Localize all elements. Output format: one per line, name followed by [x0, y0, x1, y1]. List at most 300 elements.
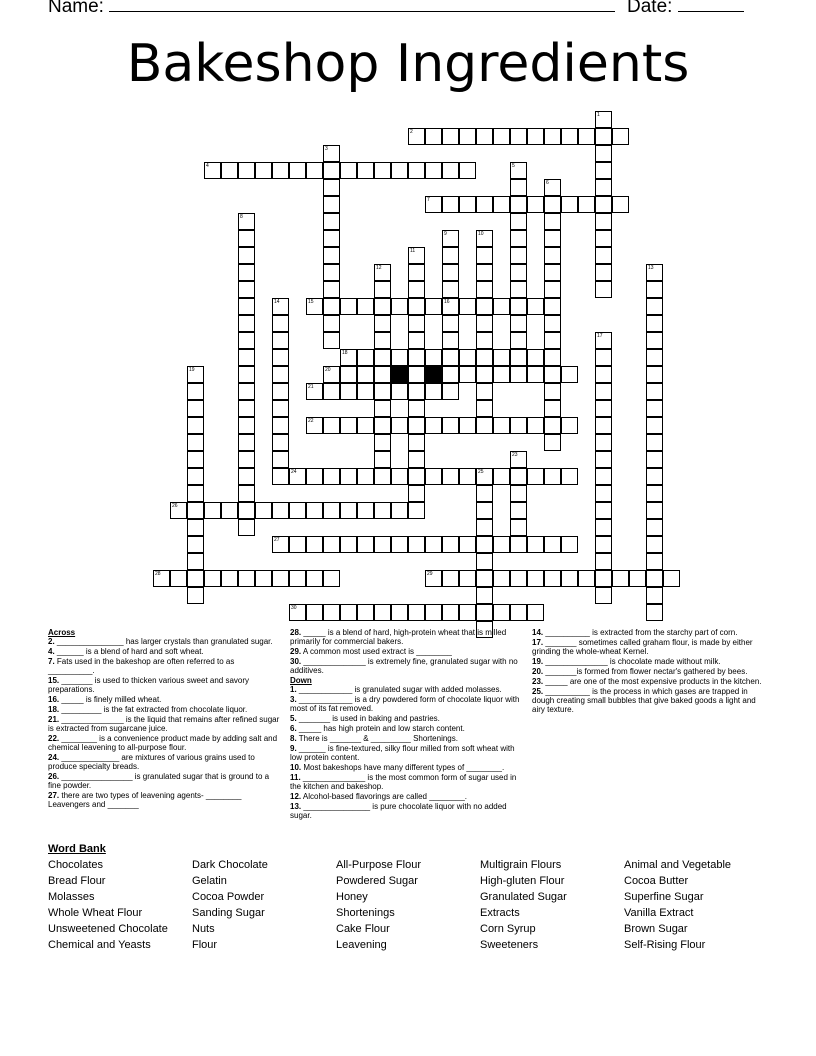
grid-cell[interactable]	[238, 315, 255, 332]
grid-cell[interactable]	[510, 230, 527, 247]
grid-cell[interactable]	[561, 128, 578, 145]
grid-cell[interactable]	[306, 570, 323, 587]
grid-cell[interactable]	[425, 604, 442, 621]
grid-cell[interactable]	[238, 247, 255, 264]
grid-cell[interactable]	[510, 162, 527, 179]
grid-cell[interactable]	[272, 536, 289, 553]
grid-cell[interactable]	[510, 196, 527, 213]
grid-cell[interactable]	[544, 315, 561, 332]
grid-cell[interactable]	[255, 162, 272, 179]
grid-cell[interactable]	[272, 468, 289, 485]
grid-cell[interactable]	[340, 383, 357, 400]
grid-cell[interactable]	[425, 128, 442, 145]
grid-cell[interactable]	[374, 400, 391, 417]
grid-cell[interactable]	[391, 383, 408, 400]
grid-cell[interactable]	[323, 570, 340, 587]
grid-cell[interactable]	[187, 553, 204, 570]
grid-cell[interactable]	[527, 366, 544, 383]
grid-cell[interactable]	[493, 349, 510, 366]
grid-cell[interactable]	[578, 196, 595, 213]
grid-cell[interactable]	[238, 281, 255, 298]
grid-cell[interactable]	[323, 196, 340, 213]
grid-cell[interactable]	[510, 519, 527, 536]
grid-cell[interactable]	[561, 536, 578, 553]
grid-cell[interactable]	[238, 519, 255, 536]
grid-cell[interactable]	[374, 281, 391, 298]
grid-cell[interactable]	[255, 502, 272, 519]
grid-cell[interactable]	[323, 536, 340, 553]
grid-cell[interactable]	[374, 468, 391, 485]
grid-cell[interactable]	[408, 485, 425, 502]
grid-cell[interactable]	[646, 536, 663, 553]
grid-cell[interactable]	[527, 604, 544, 621]
grid-cell[interactable]	[306, 383, 323, 400]
grid-cell[interactable]	[646, 400, 663, 417]
grid-cell[interactable]	[646, 332, 663, 349]
grid-cell[interactable]	[425, 349, 442, 366]
grid-cell[interactable]	[442, 604, 459, 621]
grid-cell[interactable]	[595, 383, 612, 400]
grid-cell[interactable]	[527, 196, 544, 213]
grid-cell[interactable]	[374, 417, 391, 434]
grid-cell[interactable]	[646, 383, 663, 400]
grid-cell[interactable]	[374, 349, 391, 366]
grid-cell[interactable]	[476, 417, 493, 434]
grid-cell[interactable]	[544, 417, 561, 434]
grid-cell[interactable]	[476, 468, 493, 485]
grid-cell[interactable]	[646, 485, 663, 502]
grid-cell[interactable]	[612, 570, 629, 587]
grid-cell[interactable]	[357, 502, 374, 519]
grid-cell[interactable]	[561, 417, 578, 434]
grid-cell[interactable]	[493, 366, 510, 383]
grid-cell[interactable]	[187, 366, 204, 383]
grid-cell[interactable]	[646, 434, 663, 451]
grid-cell[interactable]	[391, 468, 408, 485]
grid-cell[interactable]	[544, 281, 561, 298]
grid-cell[interactable]	[493, 417, 510, 434]
grid-cell[interactable]	[595, 111, 612, 128]
grid-cell[interactable]	[272, 451, 289, 468]
grid-cell[interactable]	[323, 213, 340, 230]
grid-cell[interactable]	[595, 162, 612, 179]
grid-cell[interactable]	[510, 315, 527, 332]
grid-cell[interactable]	[595, 281, 612, 298]
grid-cell[interactable]	[476, 315, 493, 332]
grid-cell[interactable]	[357, 468, 374, 485]
grid-cell[interactable]	[272, 400, 289, 417]
grid-cell[interactable]	[221, 502, 238, 519]
grid-cell[interactable]	[323, 383, 340, 400]
grid-cell[interactable]	[442, 536, 459, 553]
grid-cell[interactable]	[340, 417, 357, 434]
grid-cell[interactable]	[187, 519, 204, 536]
grid-cell[interactable]	[238, 349, 255, 366]
grid-cell[interactable]	[289, 536, 306, 553]
grid-cell[interactable]	[323, 162, 340, 179]
grid-cell[interactable]	[612, 196, 629, 213]
grid-cell[interactable]	[510, 281, 527, 298]
grid-cell[interactable]	[442, 247, 459, 264]
grid-cell[interactable]	[544, 298, 561, 315]
grid-cell[interactable]	[238, 298, 255, 315]
grid-cell[interactable]	[544, 213, 561, 230]
grid-cell[interactable]	[187, 536, 204, 553]
grid-cell[interactable]	[408, 281, 425, 298]
grid-cell[interactable]	[357, 162, 374, 179]
grid-cell[interactable]	[510, 570, 527, 587]
grid-cell[interactable]	[391, 162, 408, 179]
grid-cell[interactable]	[425, 468, 442, 485]
grid-cell[interactable]	[442, 264, 459, 281]
grid-cell[interactable]	[238, 502, 255, 519]
grid-cell[interactable]	[527, 570, 544, 587]
grid-cell[interactable]	[476, 332, 493, 349]
grid-cell[interactable]	[187, 400, 204, 417]
grid-cell[interactable]	[476, 383, 493, 400]
grid-cell[interactable]	[595, 485, 612, 502]
grid-cell[interactable]	[476, 536, 493, 553]
grid-cell[interactable]	[340, 366, 357, 383]
grid-cell[interactable]	[238, 230, 255, 247]
grid-cell[interactable]	[646, 349, 663, 366]
grid-cell[interactable]	[425, 298, 442, 315]
grid-cell[interactable]	[323, 332, 340, 349]
grid-cell[interactable]	[238, 366, 255, 383]
grid-cell[interactable]	[595, 434, 612, 451]
grid-cell[interactable]	[459, 162, 476, 179]
grid-cell[interactable]	[493, 468, 510, 485]
grid-cell[interactable]	[408, 349, 425, 366]
grid-cell[interactable]	[306, 468, 323, 485]
grid-cell[interactable]	[476, 570, 493, 587]
grid-cell[interactable]	[595, 587, 612, 604]
grid-cell[interactable]	[663, 570, 680, 587]
grid-cell[interactable]	[408, 366, 425, 383]
grid-cell[interactable]	[374, 298, 391, 315]
grid-cell[interactable]	[289, 468, 306, 485]
grid-cell[interactable]	[561, 196, 578, 213]
grid-cell[interactable]	[374, 366, 391, 383]
grid-cell[interactable]	[646, 366, 663, 383]
grid-cell[interactable]	[357, 536, 374, 553]
grid-cell[interactable]	[442, 349, 459, 366]
grid-cell[interactable]	[374, 332, 391, 349]
grid-cell[interactable]	[442, 281, 459, 298]
grid-cell[interactable]	[544, 128, 561, 145]
grid-cell[interactable]	[272, 570, 289, 587]
grid-cell[interactable]	[306, 298, 323, 315]
grid-cell[interactable]	[272, 349, 289, 366]
grid-cell[interactable]	[595, 332, 612, 349]
grid-cell[interactable]	[493, 536, 510, 553]
grid-cell[interactable]	[544, 349, 561, 366]
grid-cell[interactable]	[476, 230, 493, 247]
grid-cell[interactable]	[442, 468, 459, 485]
grid-cell[interactable]	[646, 264, 663, 281]
grid-cell[interactable]	[170, 502, 187, 519]
grid-cell[interactable]	[357, 349, 374, 366]
grid-cell[interactable]	[323, 145, 340, 162]
grid-cell[interactable]	[493, 570, 510, 587]
grid-cell[interactable]	[646, 315, 663, 332]
grid-cell[interactable]	[187, 468, 204, 485]
grid-cell[interactable]	[425, 383, 442, 400]
grid-cell[interactable]	[476, 519, 493, 536]
grid-cell[interactable]	[476, 502, 493, 519]
grid-cell[interactable]	[357, 417, 374, 434]
grid-cell[interactable]	[272, 298, 289, 315]
grid-cell[interactable]	[289, 604, 306, 621]
grid-cell[interactable]	[646, 298, 663, 315]
grid-cell[interactable]	[187, 502, 204, 519]
grid-cell[interactable]	[374, 434, 391, 451]
grid-cell[interactable]	[272, 383, 289, 400]
grid-cell[interactable]	[408, 434, 425, 451]
grid-cell[interactable]	[238, 162, 255, 179]
grid-cell[interactable]	[510, 604, 527, 621]
grid-cell[interactable]	[595, 519, 612, 536]
grid-cell[interactable]	[272, 502, 289, 519]
grid-cell[interactable]	[595, 400, 612, 417]
grid-cell[interactable]	[323, 366, 340, 383]
grid-cell[interactable]	[357, 604, 374, 621]
grid-cell[interactable]	[527, 298, 544, 315]
grid-cell[interactable]	[374, 264, 391, 281]
grid-cell[interactable]	[510, 536, 527, 553]
grid-cell[interactable]	[408, 502, 425, 519]
grid-cell[interactable]	[408, 383, 425, 400]
grid-cell[interactable]	[510, 485, 527, 502]
grid-cell[interactable]	[493, 128, 510, 145]
grid-cell[interactable]	[493, 604, 510, 621]
grid-cell[interactable]	[306, 604, 323, 621]
grid-cell[interactable]	[187, 451, 204, 468]
grid-cell[interactable]	[272, 162, 289, 179]
grid-cell[interactable]	[408, 451, 425, 468]
grid-cell[interactable]	[544, 247, 561, 264]
grid-cell[interactable]	[340, 298, 357, 315]
grid-cell[interactable]	[459, 196, 476, 213]
grid-cell[interactable]	[238, 400, 255, 417]
grid-cell[interactable]	[340, 349, 357, 366]
grid-cell[interactable]	[544, 196, 561, 213]
grid-cell[interactable]	[272, 315, 289, 332]
grid-cell[interactable]	[425, 162, 442, 179]
grid-cell[interactable]	[544, 570, 561, 587]
grid-cell[interactable]	[408, 264, 425, 281]
grid-cell[interactable]	[510, 247, 527, 264]
grid-cell[interactable]	[476, 281, 493, 298]
grid-cell[interactable]	[408, 332, 425, 349]
grid-cell[interactable]	[527, 468, 544, 485]
grid-cell[interactable]	[153, 570, 170, 587]
grid-cell[interactable]	[374, 502, 391, 519]
grid-cell[interactable]	[323, 247, 340, 264]
grid-cell[interactable]	[510, 468, 527, 485]
grid-cell[interactable]	[595, 179, 612, 196]
grid-cell[interactable]	[510, 264, 527, 281]
grid-cell[interactable]	[238, 434, 255, 451]
grid-cell[interactable]	[408, 315, 425, 332]
grid-cell[interactable]	[595, 128, 612, 145]
grid-cell[interactable]	[510, 298, 527, 315]
grid-cell[interactable]	[187, 587, 204, 604]
grid-cell[interactable]	[289, 502, 306, 519]
grid-cell[interactable]	[442, 315, 459, 332]
grid-cell[interactable]	[544, 434, 561, 451]
grid-cell[interactable]	[595, 553, 612, 570]
grid-cell[interactable]	[442, 366, 459, 383]
grid-cell[interactable]	[408, 247, 425, 264]
grid-cell[interactable]	[459, 570, 476, 587]
grid-cell[interactable]	[238, 417, 255, 434]
grid-cell[interactable]	[374, 536, 391, 553]
grid-cell[interactable]	[510, 417, 527, 434]
grid-cell[interactable]	[391, 604, 408, 621]
grid-cell[interactable]	[323, 315, 340, 332]
grid-cell[interactable]	[595, 247, 612, 264]
grid-cell[interactable]	[544, 400, 561, 417]
grid-cell[interactable]	[306, 536, 323, 553]
grid-cell[interactable]	[187, 434, 204, 451]
grid-cell[interactable]	[476, 604, 493, 621]
grid-cell[interactable]	[374, 162, 391, 179]
grid-cell[interactable]	[476, 553, 493, 570]
grid-cell[interactable]	[544, 366, 561, 383]
grid-cell[interactable]	[323, 502, 340, 519]
grid-cell[interactable]	[459, 349, 476, 366]
grid-cell[interactable]	[238, 570, 255, 587]
grid-cell[interactable]	[442, 570, 459, 587]
grid-cell[interactable]	[459, 366, 476, 383]
grid-cell[interactable]	[289, 570, 306, 587]
grid-cell[interactable]	[510, 332, 527, 349]
grid-cell[interactable]	[510, 502, 527, 519]
grid-cell[interactable]	[306, 162, 323, 179]
grid-cell[interactable]	[357, 366, 374, 383]
grid-cell[interactable]	[238, 451, 255, 468]
grid-cell[interactable]	[595, 230, 612, 247]
grid-cell[interactable]	[510, 179, 527, 196]
grid-cell[interactable]	[476, 587, 493, 604]
grid-cell[interactable]	[493, 298, 510, 315]
grid-cell[interactable]	[323, 230, 340, 247]
grid-cell[interactable]	[595, 145, 612, 162]
grid-cell[interactable]	[510, 349, 527, 366]
grid-cell[interactable]	[323, 281, 340, 298]
grid-cell[interactable]	[476, 128, 493, 145]
grid-cell[interactable]	[425, 417, 442, 434]
grid-cell[interactable]	[238, 485, 255, 502]
grid-cell[interactable]	[510, 213, 527, 230]
grid-cell[interactable]	[595, 366, 612, 383]
grid-cell[interactable]	[221, 162, 238, 179]
grid-cell[interactable]	[476, 196, 493, 213]
grid-cell[interactable]	[612, 128, 629, 145]
grid-cell[interactable]	[221, 570, 238, 587]
grid-cell[interactable]	[187, 417, 204, 434]
grid-cell[interactable]	[646, 417, 663, 434]
grid-cell[interactable]	[391, 298, 408, 315]
grid-cell[interactable]	[442, 417, 459, 434]
grid-cell[interactable]	[476, 349, 493, 366]
grid-cell[interactable]	[272, 417, 289, 434]
grid-cell[interactable]	[629, 570, 646, 587]
grid-cell[interactable]	[561, 366, 578, 383]
grid-cell[interactable]	[408, 128, 425, 145]
grid-cell[interactable]	[578, 128, 595, 145]
grid-cell[interactable]	[323, 468, 340, 485]
grid-cell[interactable]	[646, 281, 663, 298]
grid-cell[interactable]	[238, 264, 255, 281]
grid-cell[interactable]	[646, 451, 663, 468]
grid-cell[interactable]	[493, 196, 510, 213]
grid-cell[interactable]	[340, 604, 357, 621]
grid-cell[interactable]	[340, 536, 357, 553]
grid-cell[interactable]	[289, 162, 306, 179]
grid-cell[interactable]	[187, 570, 204, 587]
grid-cell[interactable]	[544, 536, 561, 553]
grid-cell[interactable]	[510, 366, 527, 383]
grid-cell[interactable]	[595, 536, 612, 553]
grid-cell[interactable]	[442, 162, 459, 179]
grid-cell[interactable]	[272, 434, 289, 451]
grid-cell[interactable]	[595, 349, 612, 366]
grid-cell[interactable]	[459, 417, 476, 434]
grid-cell[interactable]	[425, 536, 442, 553]
grid-cell[interactable]	[391, 349, 408, 366]
grid-cell[interactable]	[391, 417, 408, 434]
grid-cell[interactable]	[476, 485, 493, 502]
grid-cell[interactable]	[323, 417, 340, 434]
grid-cell[interactable]	[544, 383, 561, 400]
grid-cell[interactable]	[374, 451, 391, 468]
grid-cell[interactable]	[442, 332, 459, 349]
grid-cell[interactable]	[408, 162, 425, 179]
grid-cell[interactable]	[646, 502, 663, 519]
grid-cell[interactable]	[408, 604, 425, 621]
grid-cell[interactable]	[646, 553, 663, 570]
grid-cell[interactable]	[204, 570, 221, 587]
grid-cell[interactable]	[340, 468, 357, 485]
grid-cell[interactable]	[408, 417, 425, 434]
grid-cell[interactable]	[170, 570, 187, 587]
grid-cell[interactable]	[595, 468, 612, 485]
grid-cell[interactable]	[544, 179, 561, 196]
grid-cell[interactable]	[595, 213, 612, 230]
grid-cell[interactable]	[595, 196, 612, 213]
grid-cell[interactable]	[442, 383, 459, 400]
grid-cell[interactable]	[204, 502, 221, 519]
grid-cell[interactable]	[238, 468, 255, 485]
grid-cell[interactable]	[442, 298, 459, 315]
grid-cell[interactable]	[510, 451, 527, 468]
grid-cell[interactable]	[323, 604, 340, 621]
grid-cell[interactable]	[408, 468, 425, 485]
grid-cell[interactable]	[408, 400, 425, 417]
grid-cell[interactable]	[527, 349, 544, 366]
grid-cell[interactable]	[561, 468, 578, 485]
grid-cell[interactable]	[374, 604, 391, 621]
grid-cell[interactable]	[255, 570, 272, 587]
grid-cell[interactable]	[527, 128, 544, 145]
grid-cell[interactable]	[544, 468, 561, 485]
grid-cell[interactable]	[544, 264, 561, 281]
grid-cell[interactable]	[476, 366, 493, 383]
grid-cell[interactable]	[323, 298, 340, 315]
grid-cell[interactable]	[646, 604, 663, 621]
